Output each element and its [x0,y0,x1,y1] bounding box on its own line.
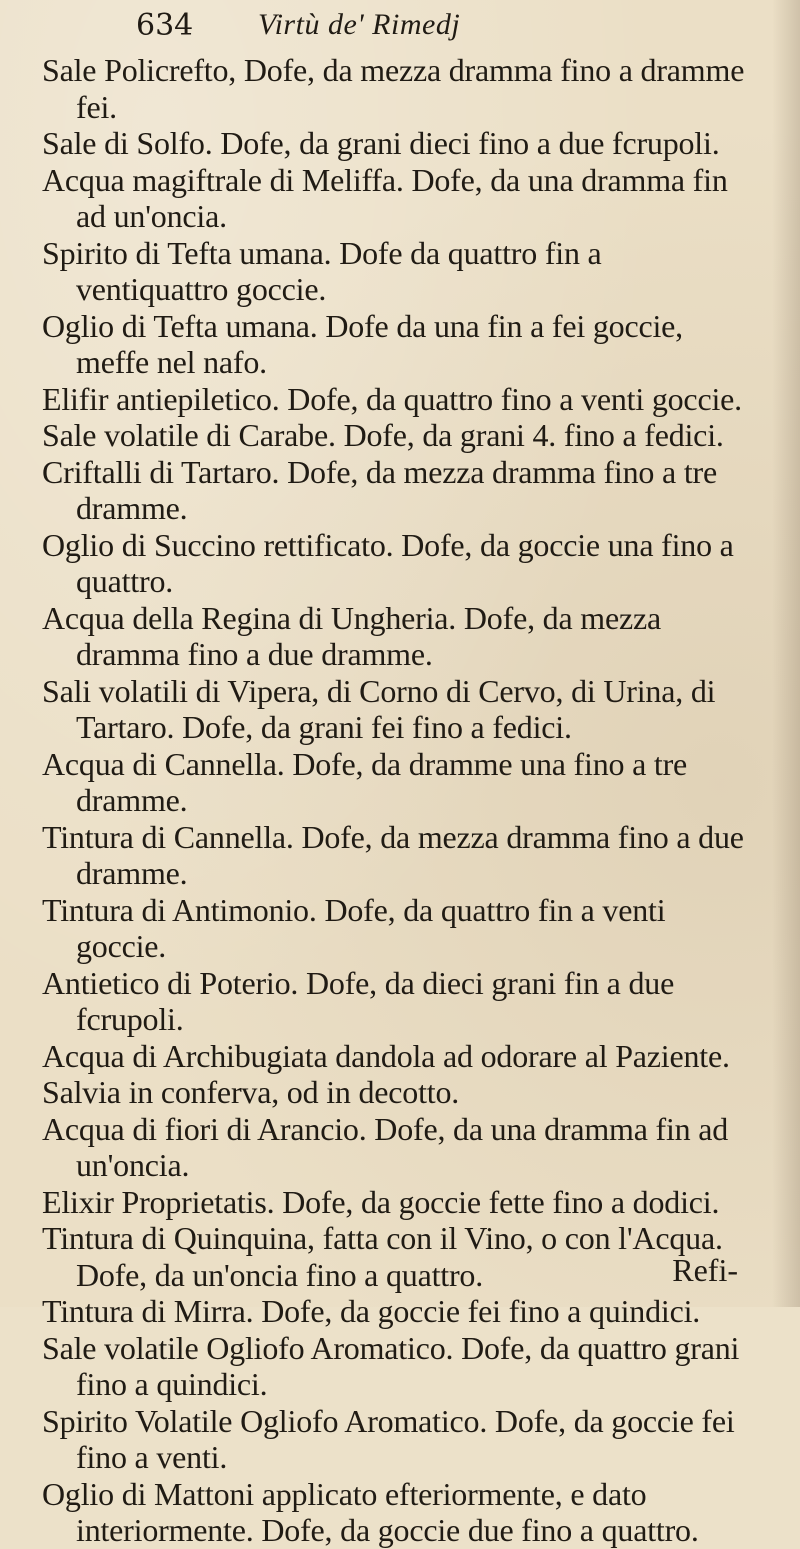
remedy-entry: Acqua magiftrale di Meliffa. Dofe, da una dramma fin ad un'oncia. [42,161,728,234]
remedy-entry: Acqua di fiori di Arancio. Dofe, da una dramma fin ad un'oncia. [42,1110,729,1183]
remedy-entry: Acqua di Cannella. Dofe, da dramme una fino a tre dramme. [42,745,688,818]
page-header [136,6,696,50]
remedy-entry: Oglio di Tefta umana. Dofe da una fin a fei goccie, meffe nel nafo. [42,307,683,380]
running-title: Virtù de' Rimedj [258,8,461,41]
remedy-entry: Spirito Volatile Ogliofo Aromatico. Dofe, da goccie fei fino a venti. [42,1402,735,1475]
page-number: 634 [136,8,194,43]
remedy-entry: Oglio di Mattoni applicato efteriormente, e dato interiormente. Dofe, da goccie due fino a quattro. [42,1475,699,1548]
remedy-entry: Tintura di Antimonio. Dofe, da quattro fin a venti goccie. [42,891,666,964]
remedy-entry: Sale di Solfo. Dofe, da grani dieci fino a due fcrupoli. [42,125,720,161]
remedy-entry: Elixir Proprietatis. Dofe, da goccie fette fino a dodici. [42,1183,720,1220]
remedy-entry: Acqua della Regina di Ungheria. Dofe, da mezza dramma fino a due dramme. [42,599,661,672]
remedy-entry: Salvia in conferva, od in decotto. [42,1074,460,1110]
remedy-entry: Tintura di Quinquina, fatta con il Vino, o con l'Acqua. Dofe, da un'oncia fino a quattro. [42,1220,723,1293]
remedy-entry: Oglio di Succino rettificato. Dofe, da goccie una fino a quattro. [42,526,734,599]
remedy-entry: Criftalli di Tartaro. Dofe, da mezza dramma fino a tre dramme. [42,453,717,526]
remedy-entry: Sali volatili di Vipera, di Corno di Cervo, di Urina, di Tartaro. Dofe, da grani fei fino a fedici. [42,672,716,745]
remedy-entry: Sale volatile di Carabe. Dofe, da grani 4. fino a fedici. [42,417,724,453]
remedy-entry: Antietico di Poterio. Dofe, da dieci grani fin a due fcrupoli. [42,964,675,1037]
remedy-entry: Elifir antiepiletico. Dofe, da quattro fino a venti goccie. [42,380,742,417]
remedy-entry: Tintura di Mirra. Dofe, da goccie fei fino a quindici. [42,1293,701,1329]
catchword: Refi- [672,1252,738,1288]
remedy-entry: Spirito di Tefta umana. Dofe da quattro fin a ventiquattro goccie. [42,234,602,307]
remedy-entry: Acqua di Archibugiata dandola ad odorare al Paziente. [42,1037,730,1074]
remedy-entry: Sale volatile Ogliofo Aromatico. Dofe, da quattro grani fino a quindici. [42,1329,740,1402]
remedy-list [42,52,760,1549]
remedy-entry: Sale Policrefto, Dofe, da mezza dramma fino a dramme fei. [42,52,745,125]
remedy-entry: Tintura di Cannella. Dofe, da mezza dramma fino a due dramme. [42,818,744,891]
page-edge-shadow [772,0,800,1307]
